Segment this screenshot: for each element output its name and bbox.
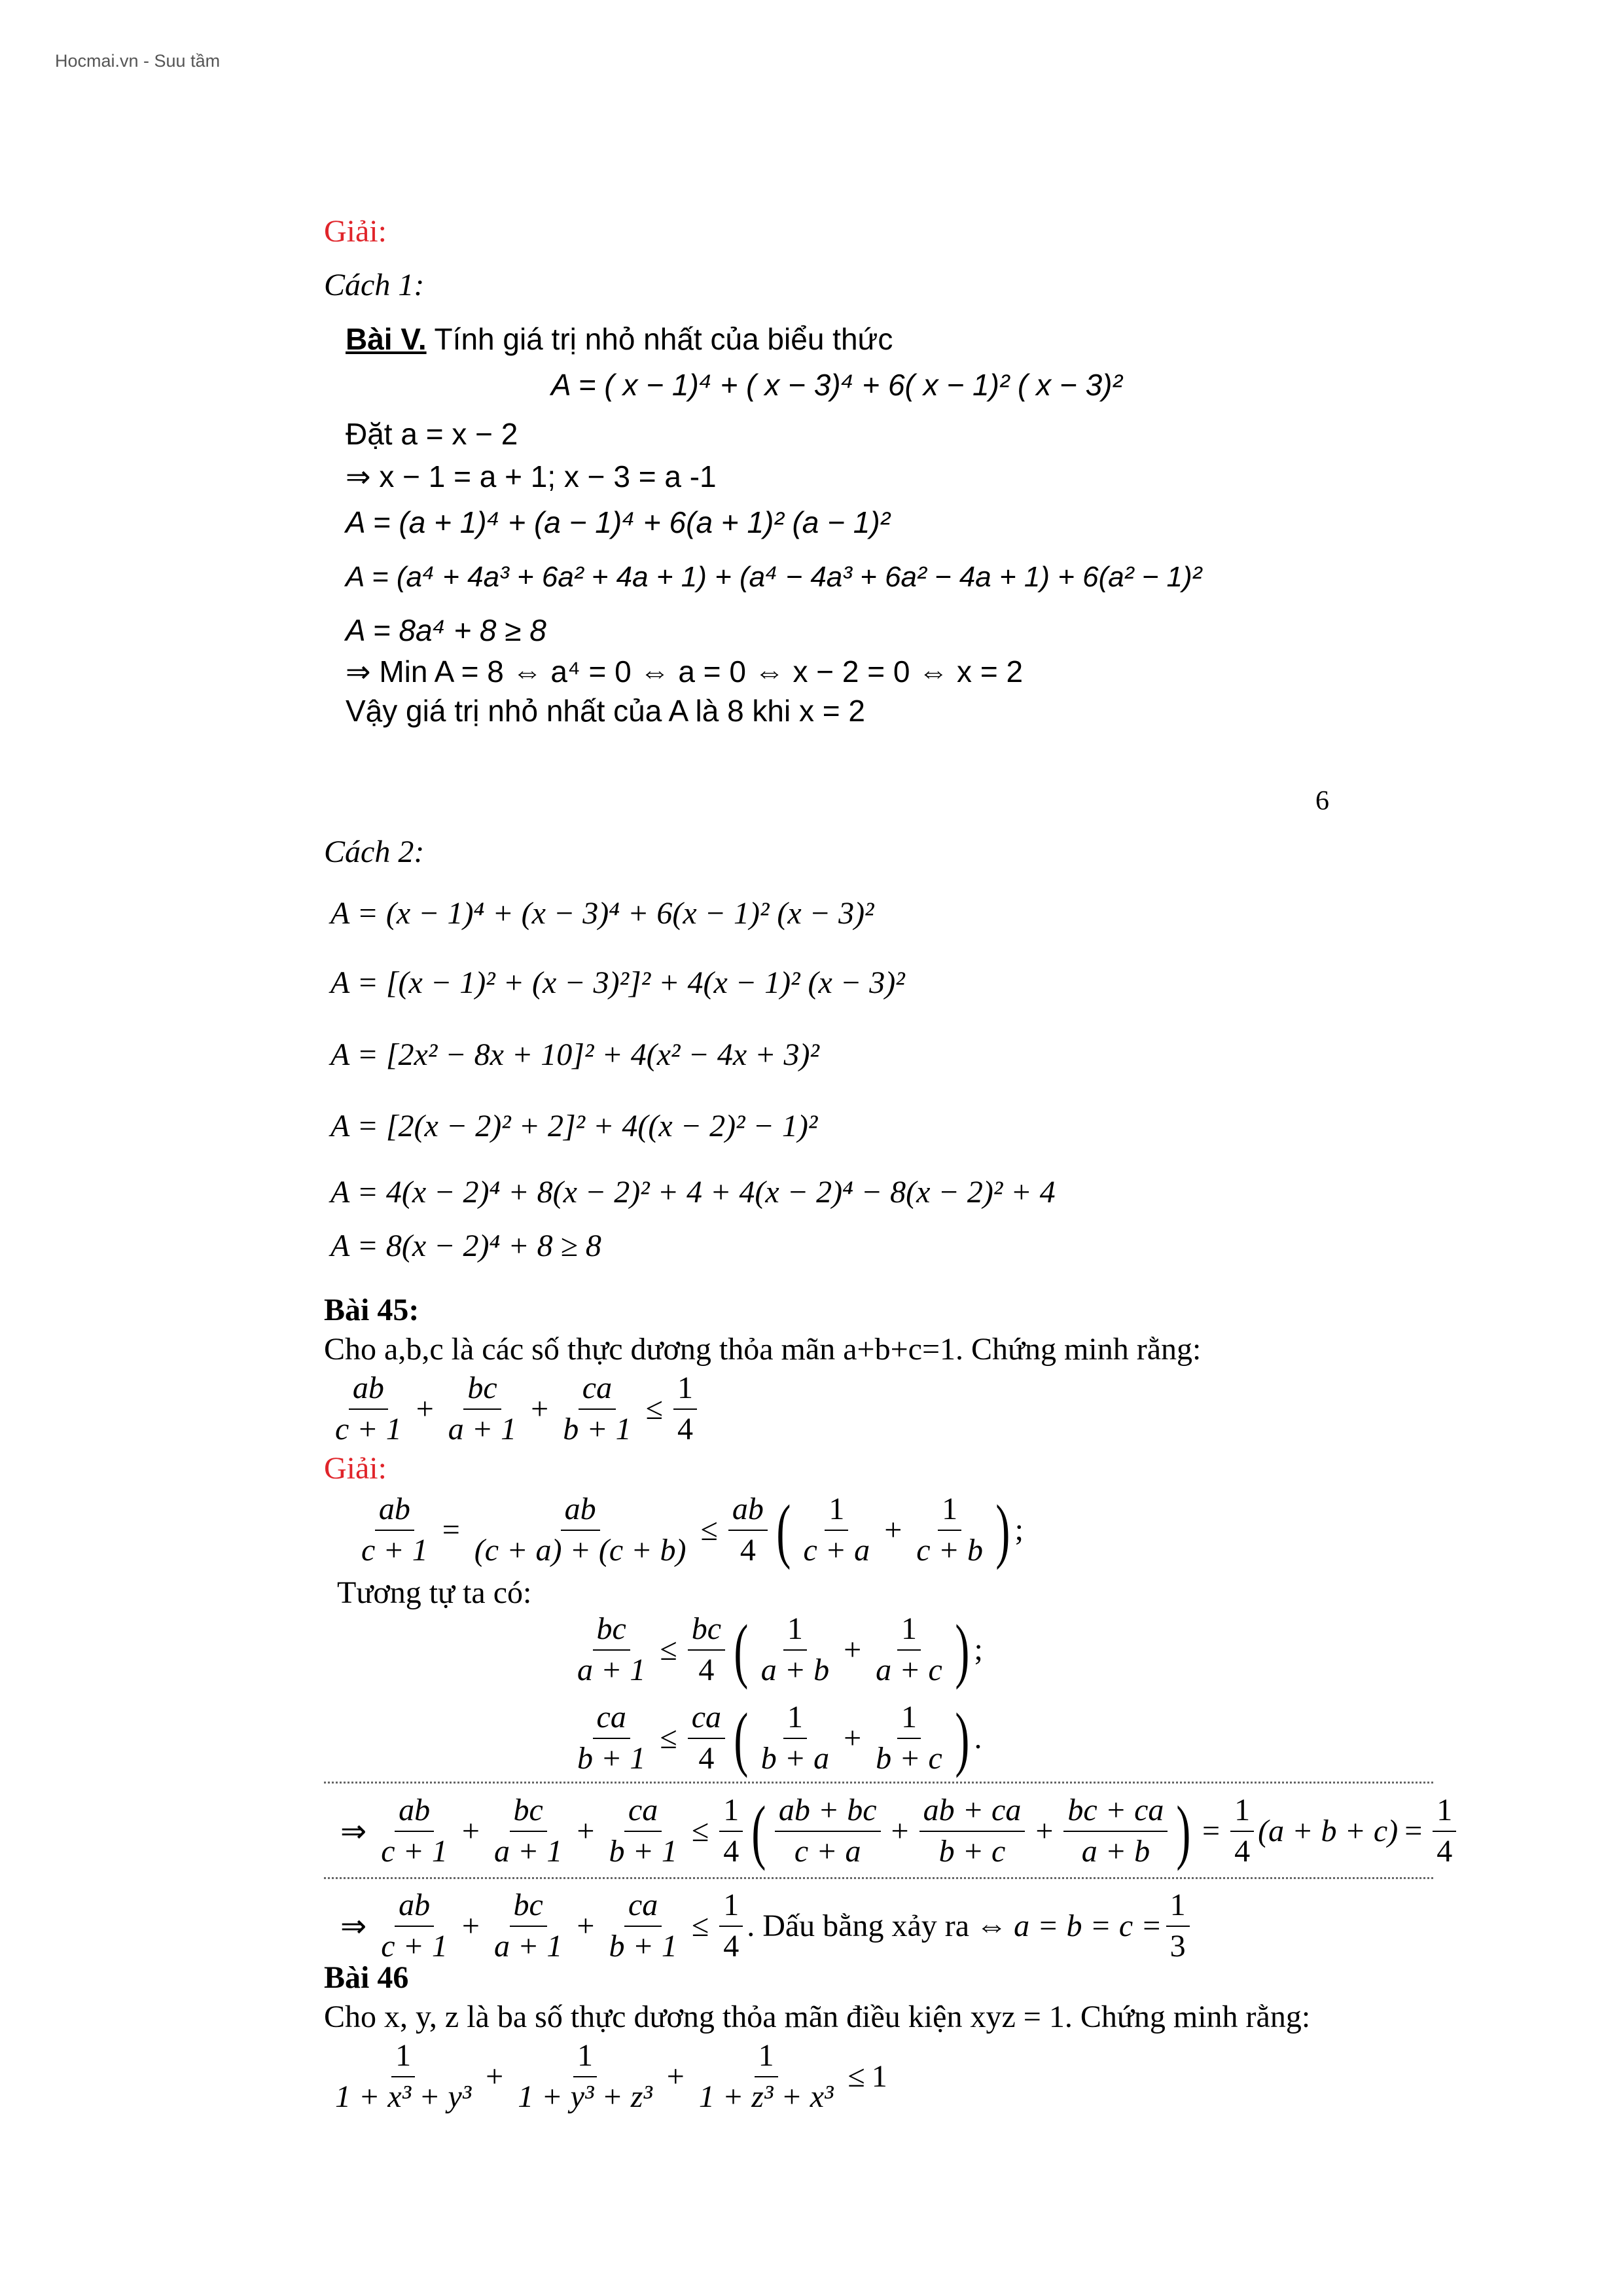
bai46-title: Bài 46 xyxy=(324,1960,409,1995)
cach2-eq5: A = 4(x − 2)⁴ + 8(x − 2)² + 4 + 4(x − 2)⁴ − 8(x − 2)² + 4 xyxy=(330,1175,1056,1210)
implication-line: ⇒ x − 1 = a + 1; x − 3 = a -1 xyxy=(346,459,717,493)
result-line: A = 8a⁴ + 8 ≥ 8 xyxy=(346,613,546,647)
bai-v-heading xyxy=(346,324,893,354)
cach2-label: Cách 2: xyxy=(324,834,425,869)
header-source: Hocmai.vn - Suu tầm xyxy=(55,51,221,71)
cach2-eq2: A = [(x − 1)² + (x − 3)²]² + 4(x − 1)² (x − 3)² xyxy=(330,965,905,1000)
bai45-step3: $\frac{ca}{b + 1}$ ≤ $\frac{ca}{4}$ ( $\frac{1}{b + a}$ + $\frac{1}{b + c}$ ) . xyxy=(577,1698,982,1778)
bai45-title: Bài 45: xyxy=(324,1293,419,1327)
cach2-eq4: A = [2(x − 2)² + 2]² + 4((x − 2)² − 1)² xyxy=(330,1109,818,1143)
bai45-conclusion: ⇒ $\frac{ab}{c + 1}$ + $\frac{bc}{a + 1}$ + $\frac{ca}{b + 1}$ ≤ $\frac{1}{4}$ . Dấu bằng xảy ra ⇔ a = b = c = $\frac{1}{3}$ xyxy=(334,1888,1194,1964)
bai46-statement: Cho x, y, z là ba số thực dương thỏa mãn điều kiện xyz = 1. Chứng minh rằng: xyxy=(324,2000,1311,2034)
bai46-inequality: $\frac{1}{\text{1 + x³ + y³}}$ + $\frac{1}{\text{1 + y³ + z³}}$ + $\frac{1}{\text{1 + z³ + x³}}$ ≤ 1 xyxy=(335,2038,887,2114)
bai45-statement: Cho a,b,c là các số thực dương thỏa mãn a+b+c=1. Chứng minh rằng: xyxy=(324,1332,1202,1367)
bai-v-text: Tính giá trị nhỏ nhất của biểu thức xyxy=(426,322,893,356)
bai-v-equation: A = ( x − 1)⁴ + ( x − 3)⁴ + 6( x − 1)² ( x − 3)² xyxy=(551,368,1122,402)
bai45-sum-step: ⇒ $\frac{ab}{c + 1}$ + $\frac{bc}{a + 1}$ + $\frac{ca}{b + 1}$ ≤ $\frac{1}{4}$ ( $\frac{ab + bc}{c + a}$ + $\frac{ab + ca}{b + c}$ + $\frac{bc + ca}{a + b}$ ) = $\frac{1}{4}$ (a + b + c) = $\frac{1}{4}$ xyxy=(334,1793,1460,1869)
cach1-label: Cách 1: xyxy=(324,268,425,302)
dotted-divider-2 xyxy=(324,1877,1433,1879)
full-expansion-line: A = (a⁴ + 4a³ + 6a² + 4a + 1) + (a⁴ − 4a³ + 6a² − 4a + 1) + 6(a² − 1)² xyxy=(346,561,1202,593)
cach2-eq3: A = [2x² − 8x + 10]² + 4(x² − 4x + 3)² xyxy=(330,1037,819,1072)
cach2-eq1: A = (x − 1)⁴ + (x − 3)⁴ + 6(x − 1)² (x − 3)² xyxy=(330,896,874,931)
substitution-line: Đặt a = x − 2 xyxy=(346,417,518,451)
min-line: ⇒ Min A = 8 ⇔ a⁴ = 0 ⇔ a = 0 ⇔ x − 2 = 0 ⇔ x = 2 xyxy=(346,655,1024,689)
dotted-divider-1 xyxy=(324,1782,1433,1784)
bai45-step2: $\frac{bc}{a + 1}$ ≤ $\frac{bc}{4}$ ( $\frac{1}{a + b}$ + $\frac{1}{a + c}$ ) ; xyxy=(577,1609,983,1690)
bai45-step1: $\frac{ab}{c + 1}$ = $\frac{ab}{(c + a) + (c + b)}$ ≤ $\frac{ab}{4}$ ( $\frac{1}{c + a}$ + $\frac{1}{c + b}$ ) ; xyxy=(361,1490,1024,1570)
page-number: 6 xyxy=(1315,786,1329,816)
bai45-inequality: $\frac{ab}{c + 1}$ + $\frac{bc}{a + 1}$ + $\frac{ca}{b + 1}$ ≤ $\frac{1}{4}$ xyxy=(327,1371,701,1447)
cach2-eq6: A = 8(x − 2)⁴ + 8 ≥ 8 xyxy=(330,1229,601,1263)
giai-label-2: Giải: xyxy=(324,1451,387,1486)
dau-bang-text: . Dấu bằng xảy ra xyxy=(747,1909,970,1944)
tuong-tu-label: Tương tự ta có: xyxy=(337,1575,532,1610)
giai-label-1: Giải: xyxy=(324,214,387,249)
bai-v-label: Bài V. xyxy=(346,322,427,356)
conclusion-line: Vậy giá trị nhỏ nhất của A là 8 khi x = 2 xyxy=(346,694,866,728)
expanded-a-line: A = (a + 1)⁴ + (a − 1)⁴ + 6(a + 1)² (a − 1)² xyxy=(346,505,890,539)
